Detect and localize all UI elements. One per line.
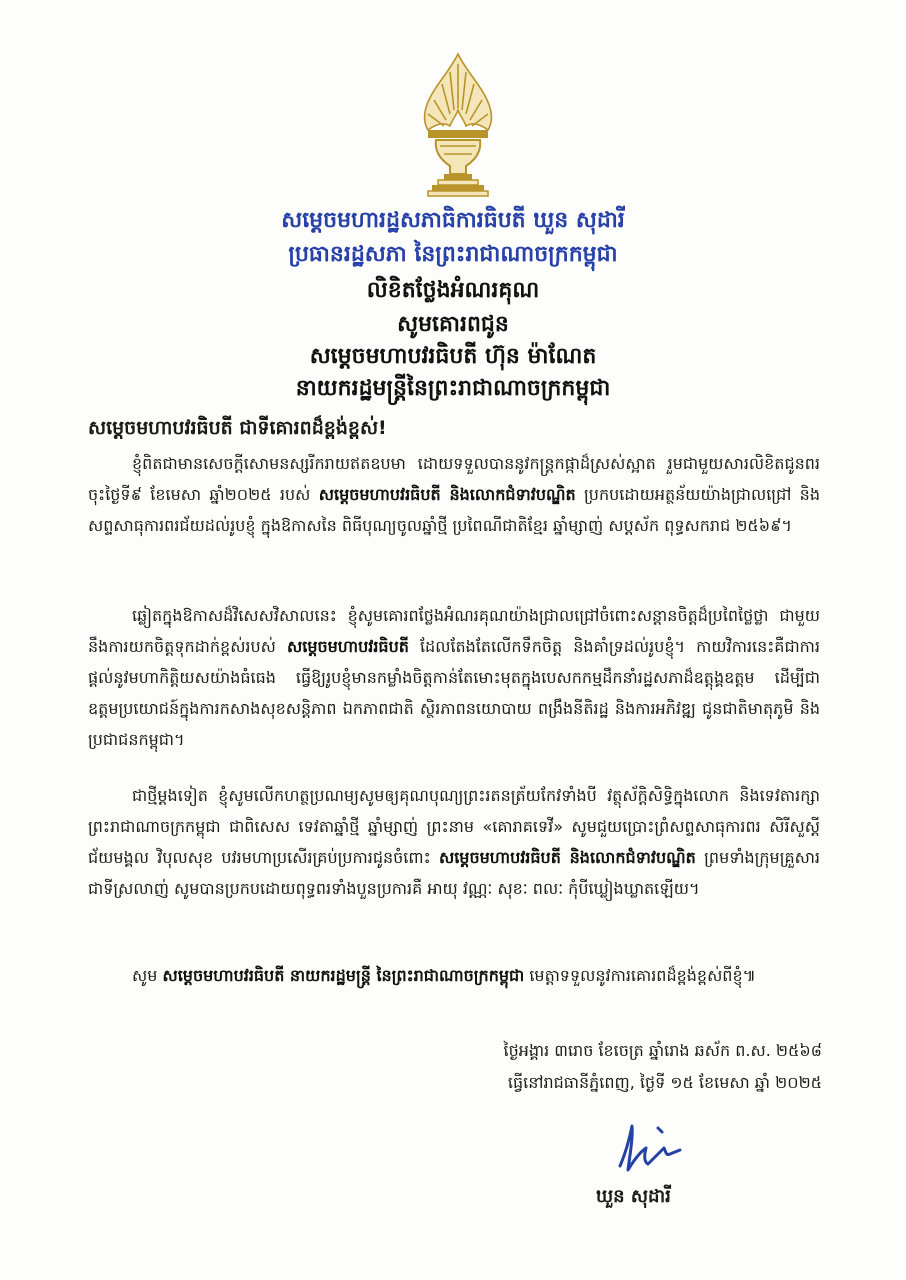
lunar-date: ថ្ងៃអង្គារ ៣រោច ខែចេត្រ ឆ្នាំរោង ឆស័ក ព.ស. ២៥៦៨: [503, 1041, 822, 1060]
sender-role: ប្រធានរដ្ឋសភា នៃព្រះរាជាណាចក្រកម្ពុជា: [288, 242, 618, 267]
paragraph-4-bold: សម្តេចមហាបវរធិបតី នាយករដ្ឋមន្ត្រី នៃព្រះរាជាណាចក្រកម្ពុជា: [162, 966, 525, 985]
salutation: សម្តេចមហាបវរធិបតី ជាទីគោរពដ៏ខ្ពង់ខ្ពស់!: [88, 417, 387, 439]
document-type: លិខិតថ្លែងអំណរគុណ: [366, 278, 540, 303]
paragraph-3-text-b: ព្រមទាំងក្រុមគ្រួសារជាទីស្រលាញ់ សូមបានប្រកបដោយពុទ្ធពរទាំងបួនប្រការគឺ អាយុ វណ្ណៈ សុខៈ ពលៈ កុំបីឃ្លៀងឃ្លាតឡើយ។: [88, 848, 821, 898]
paragraph-1: [88, 448, 820, 541]
paragraph-2-bold: សម្តេចមហាបវរធិបតី: [287, 637, 409, 656]
signer-name: ឃួន សុដារី: [596, 1186, 671, 1207]
paragraph-2-text-a: ឆ្លៀតក្នុងឱកាសដ៏វិសេសវិសាលនេះ ខ្ញុំសូមគោរពថ្លែងអំណរគុណយ៉ាងជ្រាលជ្រៅចំពោះសន្តានចិត្តដ៏ប្រពៃថ្លៃថ្លា ជាមួយនឹងការយកចិត្តទុកដាក់ខ្ពស់របស់: [88, 606, 820, 656]
handwritten-signature: [600, 1118, 690, 1178]
paragraph-4-text-a: សូម: [132, 966, 163, 985]
place-and-date: ធ្វើនៅរាជធានីភ្នំពេញ, ថ្ងៃទី ១៥ ខែមេសា ឆ្នាំ ២០២៥: [507, 1073, 822, 1092]
recipient-title: សម្តេចមហាបវរធិបតី ហ៊ុន ម៉ាណែត: [309, 344, 597, 369]
paragraph-1-bold: សម្តេចមហាបវរធិបតី និងលោកជំទាវបណ្ឌិត: [318, 485, 576, 504]
paragraph-2-text-b: ដែលតែងតែលើកទឹកចិត្ត និងគាំទ្រដល់រូបខ្ញុំ។ កាយវិការនេះគឺជាការផ្តល់នូវមហាកិត្តិយសយ៉ាងធំធេង ធ្វើឱ្យរូបខ្ញុំមានកម្លាំងចិត្តកាន់តែមោះមុតក្នុងបេសកកម្មដឹកនាំរដ្ឋសភាដ៏ឧត្តុង្គឧត្តម ដើម្បីជាឧត្តមប្រយោជន៍ក្នុងការកសាងសុខសន្តិភាព ឯកភាពជាតិ ស្ថិរភាពនយោបាយ ពង្រឹងនីតិរដ្ឋ និងការអភិវឌ្ឍ ជូនជាតិមាតុភូមិ និងប្រជាជនកម្ពុជា។: [88, 637, 820, 749]
national-assembly-emblem: [410, 50, 506, 200]
respectfully-to: សូមគោរពជូន: [397, 312, 509, 337]
paragraph-1-text-a: ខ្ញុំពិតជាមានសេចក្តីសោមនស្សរីករាយឥតឧបមា ដោយទទួលបាននូវកន្ត្រកផ្កាដ៏ស្រស់ស្អាត រួមជាមួយសារលិខិតជូនពរចុះថ្ងៃទី៩ ខែមេសា ឆ្នាំ២០២៥ របស់: [88, 454, 820, 504]
paragraph-1-text-b: ប្រកបដោយអត្ថន័យយ៉ាងជ្រាលជ្រៅ និងសព្ទសាធុការពរជ័យដល់រូបខ្ញុំ ក្នុងឱកាសនៃ ពិធីបុណ្យចូលឆ្នាំថ្មី ប្រពៃណីជាតិខ្មែរ ឆ្នាំម្សាញ់ សប្តស័ក ពុទ្ធសករាជ ២៥៦៩។: [88, 485, 820, 535]
paragraph-3-bold: សម្តេចមហាបវរធិបតី និងលោកជំទាវបណ្ឌិត: [438, 848, 696, 867]
paragraph-3-text-a: ជាថ្មីម្តងទៀត ខ្ញុំសូមលើកហត្ថប្រណម្យសូមឲ្យគុណបុណ្យព្រះរតនត្រ័យកែវទាំងបី វត្ថុស័ក្តិសិទ្ធិក្នុងលោក និងទេវតារក្សាព្រះរាជាណាចក្រកម្ពុជា ជាពិសេស ទេវតាឆ្នាំថ្មី ឆ្នាំម្សាញ់ ព្រះនាម «គោរាគទេវី» សូមជួយប្រោះព្រំសព្ទសាធុការពរ សិរីសួស្តី ជ័យមង្គល វិបុលសុខ បវរមហាប្រសើរគ្រប់ប្រការជូនចំពោះ: [88, 786, 820, 867]
paragraph-4: [88, 960, 820, 991]
recipient-role: នាយករដ្ឋមន្ត្រីនៃព្រះរាជាណាចក្រកម្ពុជា: [295, 376, 611, 401]
paragraph-3: [88, 780, 820, 904]
paragraph-2: [88, 600, 820, 755]
paragraph-4-text-b: មេត្តាទទួលនូវការគោរពដ៏ខ្ពង់ខ្ពស់ពីខ្ញុំ៕: [524, 966, 756, 985]
sender-title: សម្តេចមហារដ្ឋសភាធិការធិបតី ឃួន សុដារី: [281, 208, 625, 233]
